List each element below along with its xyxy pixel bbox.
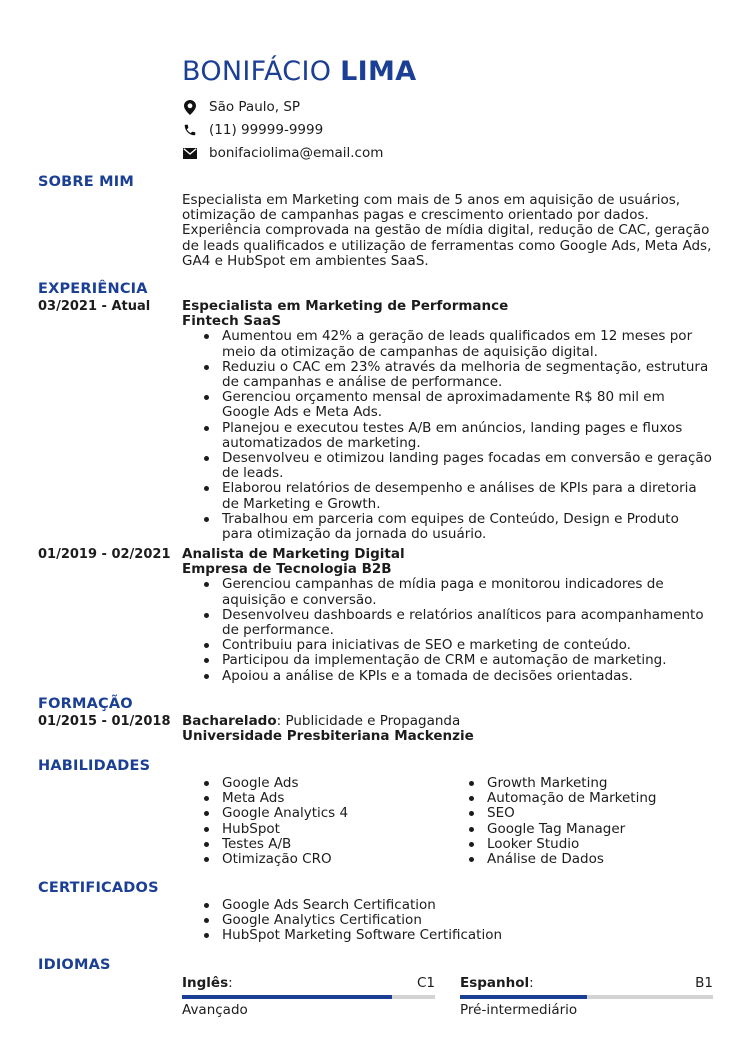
language-separator: : [228,975,233,991]
location-text: São Paulo, SP [209,99,301,115]
language-code: C1 [416,975,435,991]
list-item: Growth Marketing [447,776,697,791]
language-name: Espanhol [460,975,530,991]
job-company: Empresa de Tecnologia B2B [182,561,392,578]
contact-location [182,97,300,117]
last-name: LIMA [340,56,417,87]
list-item: Trabalhou em parceria com equipes de Conteúdo, Design e Produto para otimização da jornada do usuário. [182,512,712,542]
language-code: B1 [695,975,713,991]
list-item: Planejou e executou testes A/B em anúncios, landing pages e fluxos automatizados de marketing. [182,421,712,451]
location-pin-icon [182,99,198,115]
job-dates: 01/2019 - 02/2021 [38,547,171,562]
section-title-about: SOBRE MIM [38,174,134,190]
job-bullets [182,577,712,683]
list-item: Gerenciou campanhas de mídia paga e monitorou indicadores de aquisição e conversão. [182,577,712,607]
section-title-skills: HABILIDADES [38,758,151,774]
degree-course: Publicidade e Propaganda [285,713,461,729]
skills-list-left [182,776,432,867]
list-item: Otimização CRO [182,852,432,867]
candidate-name [182,56,416,87]
contact-phone [182,120,323,140]
list-item: Google Ads [182,776,432,791]
list-item: Gerenciou orçamento mensal de aproximadamente R$ 80 mil em Google Ads e Meta Ads. [182,390,712,420]
language-name: Inglês [182,975,229,991]
list-item: Reduziu o CAC em 23% através da melhoria de segmentação, estrutura de campanhas e análise de performance. [182,360,712,390]
education-school: Universidade Presbiteriana Mackenzie [182,728,474,745]
job-dates: 03/2021 - Atual [38,299,151,314]
section-title-education: FORMAÇÃO [38,696,133,712]
job-bullets [182,329,712,542]
contact-email [182,143,383,163]
email-link[interactable]: bonifaciolima@email.com [209,145,384,161]
language-spanish [460,975,713,1018]
list-item: Looker Studio [447,837,697,852]
list-item: Google Analytics 4 [182,806,432,821]
list-item: Apoiou a análise de KPIs e a tomada de decisões orientadas. [182,669,712,684]
job-role: Especialista em Marketing de Performance [182,298,509,314]
job-entry [182,547,712,684]
language-proficiency-fill [182,995,392,999]
degree-separator: : [276,713,286,729]
list-item: SEO [447,806,697,821]
list-item: HubSpot [182,822,432,837]
phone-icon [182,122,198,138]
language-separator: : [529,975,534,991]
list-item: Meta Ads [182,791,432,806]
phone-text: (11) 99999-9999 [209,122,324,138]
list-item: Contribuiu para iniciativas de SEO e marketing de conteúdo. [182,638,712,653]
list-item: Elaborou relatórios de desempenho e análises de KPIs para a diretoria de Marketing e Growth. [182,481,712,511]
language-proficiency-fill [460,995,587,999]
list-item: Google Ads Search Certification [182,898,712,913]
section-title-languages: IDIOMAS [38,957,111,973]
certificates-list [182,898,712,944]
education-entry [182,714,712,744]
list-item: Desenvolveu e otimizou landing pages focadas em conversão e geração de leads. [182,451,712,481]
language-proficiency-bar [182,995,435,999]
list-item: Participou da implementação de CRM e automação de marketing. [182,653,712,668]
list-item: Desenvolveu dashboards e relatórios analíticos para acompanhamento de performance. [182,608,712,638]
job-company: Fintech SaaS [182,313,282,330]
language-english [182,975,435,1018]
list-item: Automação de Marketing [447,791,697,806]
list-item: Google Analytics Certification [182,913,712,928]
list-item: Google Tag Manager [447,822,697,837]
envelope-icon [182,145,198,161]
about-text: Especialista em Marketing com mais de 5 anos em aquisição de usuários, otimização de campanhas pagas e crescimento orientado por dados. Experiência comprovada na gestão de mídia digital, redução de CAC, geração de leads qualificados e utilização de ferramentas como Google Ads, Meta Ads, GA4 e HubSpot em ambientes SaaS. [182,192,712,269]
list-item: Análise de Dados [447,852,697,867]
language-proficiency-bar [460,995,713,999]
degree-label: Bacharelado [182,713,277,729]
language-level: Pré-intermediário [460,1002,578,1018]
section-title-experience: EXPERIÊNCIA [38,281,148,297]
list-item: HubSpot Marketing Software Certification [182,928,712,943]
list-item: Aumentou em 42% a geração de leads qualificados em 12 meses por meio da otimização de campanhas de aquisição digital. [182,329,712,359]
language-level: Avançado [182,1002,248,1018]
education-degree [182,714,712,729]
list-item: Testes A/B [182,837,432,852]
job-entry [182,299,712,542]
first-name: BONIFÁCIO [182,56,332,87]
job-role: Analista de Marketing Digital [182,546,405,562]
section-title-certificates: CERTIFICADOS [38,880,159,896]
education-dates: 01/2015 - 01/2018 [38,714,171,729]
skills-list-right [447,776,697,867]
